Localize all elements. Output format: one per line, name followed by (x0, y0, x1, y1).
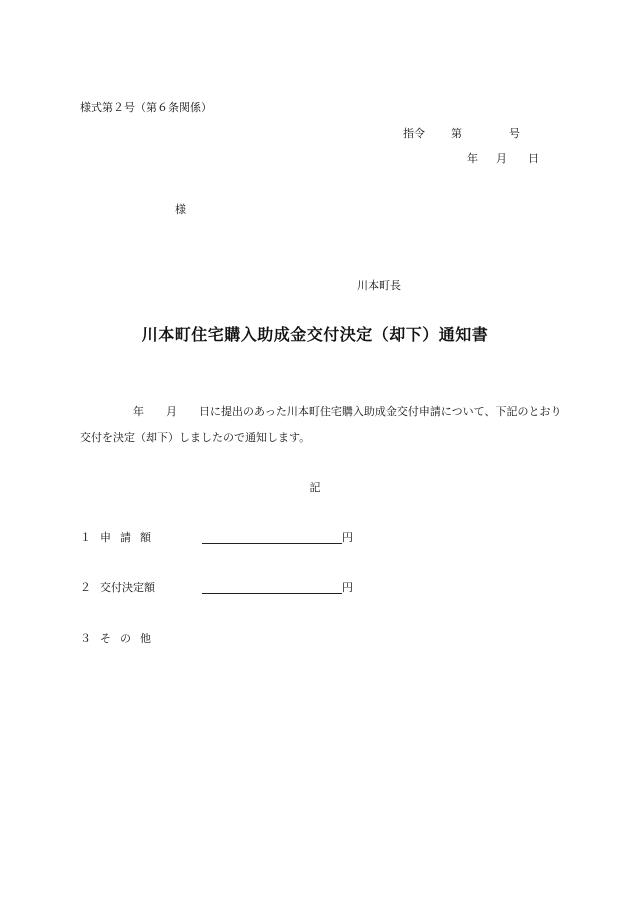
date-day-label: 日 (528, 152, 539, 165)
recipient-honorific: 様 (175, 203, 186, 216)
body-line-1 (80, 405, 562, 418)
body-line-1-text: 日に提出のあった川本町住宅購入助成金交付申請について、下記のとおり (199, 405, 562, 418)
item-other (80, 633, 380, 645)
reference-shirei-label: 指令 (403, 127, 425, 140)
form-number: 様式第２号（第６条関係） (80, 101, 212, 114)
amount-blank-line[interactable] (202, 543, 342, 544)
item-number: １ (80, 531, 91, 544)
body-month-label: 月 (166, 405, 177, 418)
item-unit: 円 (342, 531, 353, 544)
date-year-label: 年 (467, 152, 478, 165)
date-month-label: 月 (496, 152, 507, 165)
item-decided-amount (80, 582, 380, 594)
body-year-label: 年 (133, 405, 144, 418)
reference-dai-label: 第 (451, 127, 462, 140)
item-label: 交付決定額 (100, 581, 155, 594)
item-number: ２ (80, 581, 91, 594)
ki-heading: 記 (309, 481, 321, 494)
item-unit: 円 (342, 581, 353, 594)
reference-number-line (350, 128, 550, 140)
issue-date-line (350, 153, 550, 165)
reference-go-label: 号 (509, 127, 520, 140)
amount-blank-line[interactable] (202, 593, 342, 594)
item-number: ３ (80, 632, 91, 645)
item-label: 申請額 (100, 531, 160, 544)
body-line-2: 交付を決定（却下）しましたので通知します。 (80, 431, 311, 444)
item-application-amount (80, 532, 380, 544)
item-label: その他 (100, 632, 160, 645)
document-title: 川本町住宅購入助成金交付決定（却下）通知書 (141, 325, 489, 344)
issuer-name: 川本町長 (357, 279, 401, 292)
